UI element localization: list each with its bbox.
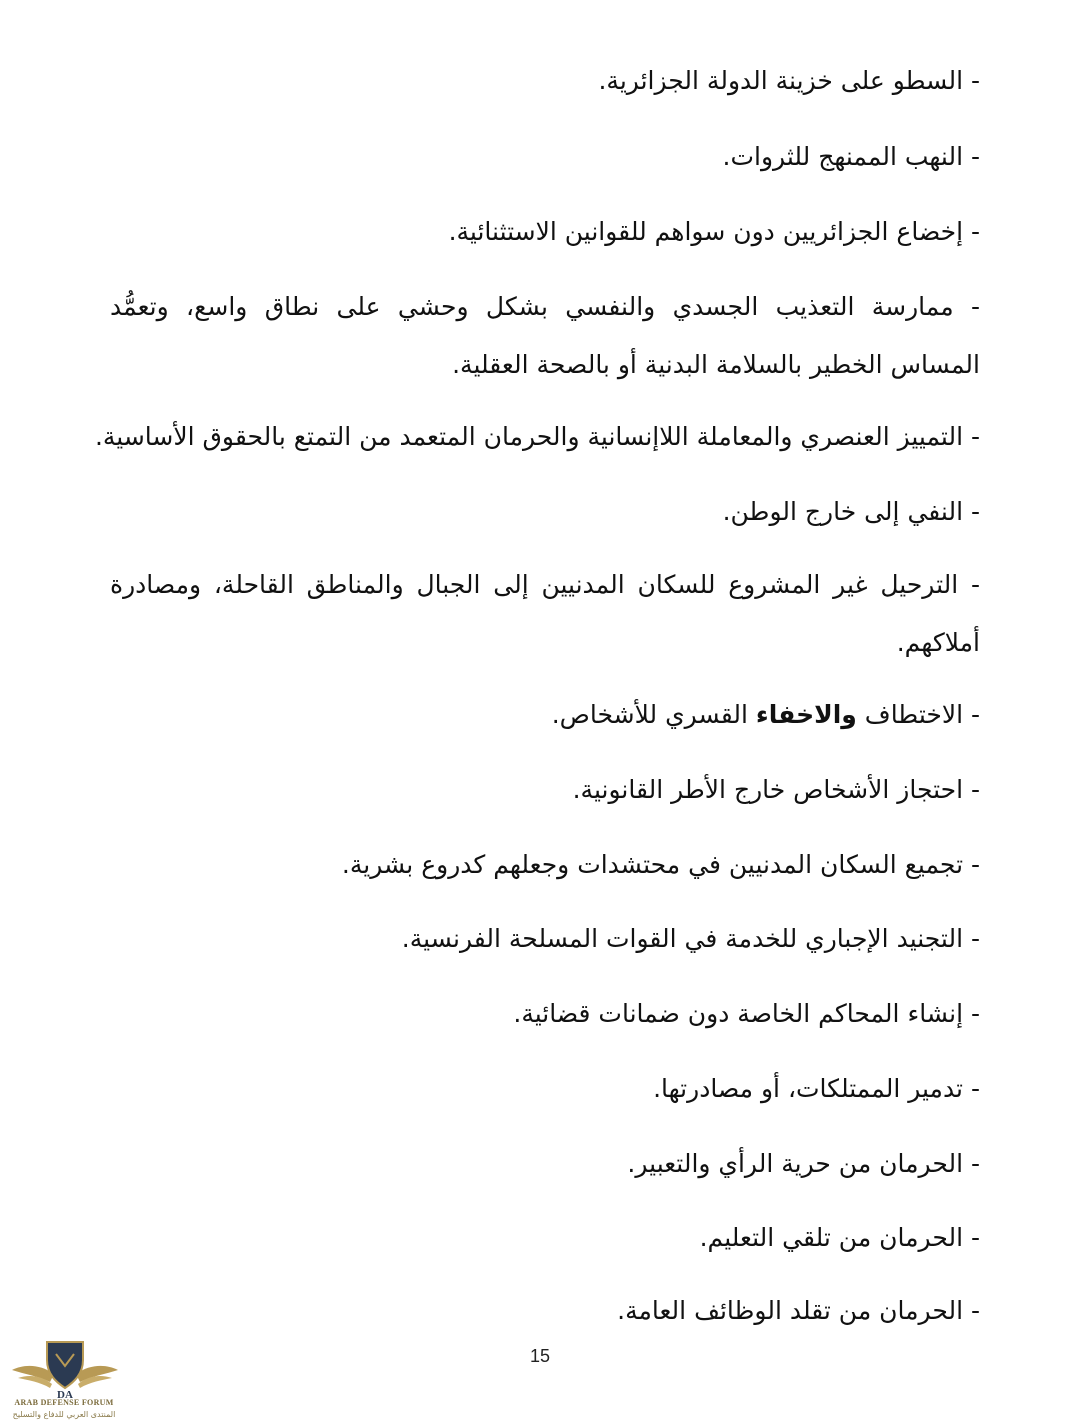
list-item: - السطو على خزينة الدولة الجزائرية. [598,66,980,95]
list-item: - إنشاء المحاكم الخاصة دون ضمانات قضائية. [513,999,980,1028]
list-item: - تدمير الممتلكات، أو مصادرتها. [653,1074,980,1103]
list-item: - إخضاع الجزائريين دون سواهم للقوانين الاستثنائية. [448,217,980,246]
list-item: - الترحيل غير المشروع للسكان المدنيين إلى الجبال والمناطق القاحلة، ومصادرة أملاكهم. [110,570,980,657]
list-item: - تجميع السكان المدنيين في محتشدات وجعلهم كدروع بشرية. [341,850,980,879]
list-item: - الحرمان من تلقي التعليم. [699,1223,980,1252]
list-item: - النهب الممنهج للثروات. [722,142,980,171]
list-item-text: القسري للأشخاص. [551,700,756,729]
list-item [110,686,980,744]
list-item: - الحرمان من حرية الرأي والتعبير. [627,1149,980,1178]
page-number: 15 [529,1346,551,1366]
watermark-subtext: المنتدى العربي للدفاع والتسليح [12,1410,116,1419]
list-item: - ممارسة التعذيب الجسدي والنفسي بشكل وحشي على نطاق واسع، وتعمُّد المساس الخطير بالسلامة البدنية أو بالصحة العقلية. [110,292,980,379]
watermark-text: ARAB DEFENSE FORUM [14,1398,114,1407]
list-item-bold-text: والاخفاء [755,700,857,729]
list-item: - التجنيد الإجباري للخدمة في القوات المسلحة الفرنسية. [401,924,980,953]
list-item: - الحرمان من تقلد الوظائف العامة. [617,1296,980,1325]
list-item: - النفي إلى خارج الوطن. [722,497,980,526]
list-item: - احتجاز الأشخاص خارج الأطر القانونية. [572,775,980,804]
list-item: - التمييز العنصري والمعاملة اللاإنسانية والحرمان المتعمد من التمتع بالحقوق الأساسية. [94,422,980,451]
logo-monogram: DA [57,1389,73,1401]
list-item-text: - الاختطاف [856,700,980,729]
